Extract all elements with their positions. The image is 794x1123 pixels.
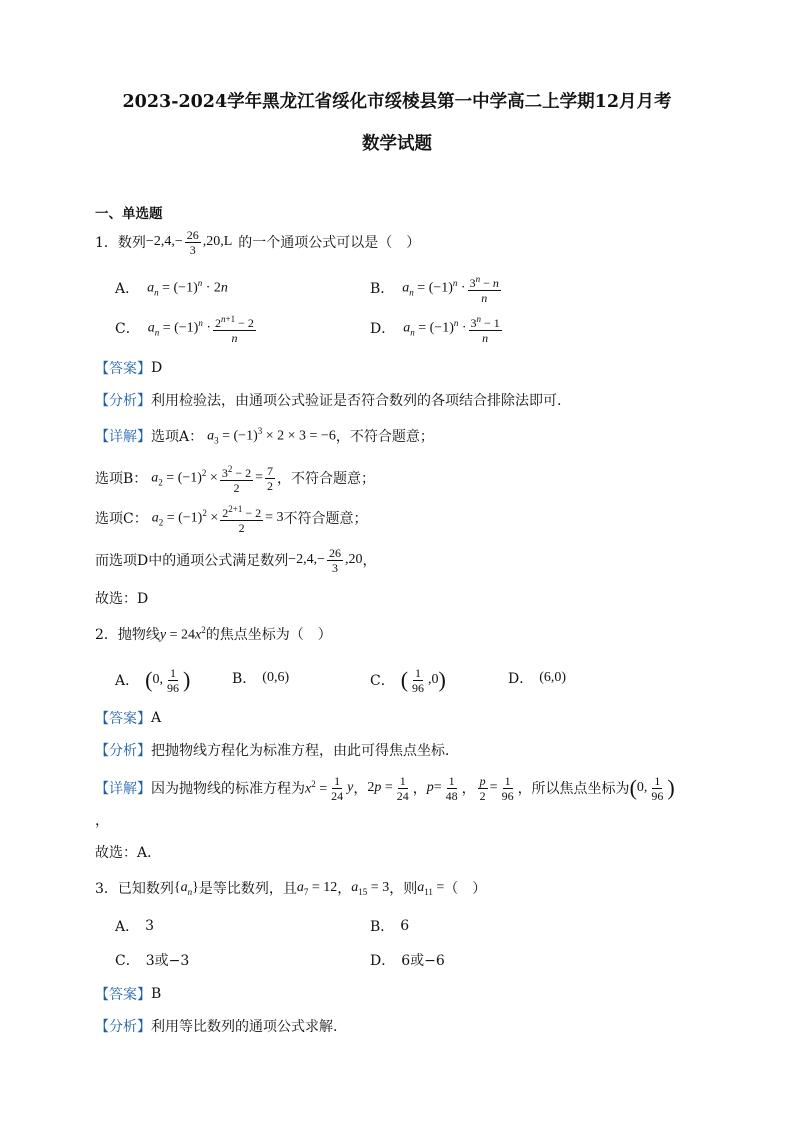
section-heading: 一、单选题 xyxy=(95,206,163,222)
q2-option-b: B． (0,6) xyxy=(232,670,290,687)
q2-option-c: C． ( $\frac{1}{96}$ ,0 ) xyxy=(370,665,446,695)
q1-detail-c: 选项C： $a_2 = (-1)^2$ × $\frac{2^{2+1} - 2}{2}$ = 3 不符合题意； xyxy=(95,503,368,535)
q1-option-d: D． $a_n = (-1)^n$ · $\frac{3^n - 1}{n}$ xyxy=(370,313,500,345)
q1-option-a: A． $a_n = (-1)^n \cdot 2n$ xyxy=(115,278,228,298)
q2-option-d: D． (6,0) xyxy=(508,670,567,687)
question-2: 2． 抛物线 $y = 24x^2$ 的焦点坐标为（ ） xyxy=(95,624,332,643)
q2-option-a: A． ( 0, $\frac{1}{96}$ ) xyxy=(115,665,191,695)
q3-option-d: D． 6或−6 xyxy=(370,953,445,969)
q3-answer: 【答案】 B xyxy=(95,986,162,1003)
q3-option-c: C． 3或−3 xyxy=(115,953,190,969)
q3-option-a: A． 3 xyxy=(115,918,155,935)
q2-answer: 【答案】 A xyxy=(95,710,162,727)
q1-option-b: B． $a_n = (-1)^n$ · $\frac{3^n - n}{n}$ xyxy=(370,273,499,305)
q1-detail-d: 而选项D中的通项公式满足数列 −2,4,− $\frac{26}{3}$ ,20 ， xyxy=(95,545,377,575)
q1-conclusion: 故选：D xyxy=(95,591,149,607)
q2-detail-comma: ， xyxy=(95,813,109,829)
q3-option-b: B． 6 xyxy=(370,918,410,935)
q1-answer: 【答案】 D xyxy=(95,360,163,377)
question-1: 1． 数列 −2,4,− $\frac{26}{3}$ ,20,L 的一个通项公式可以是（ ） xyxy=(95,227,421,257)
q1-option-c: C． $a_n = (-1)^n$ · $\frac{2^{n+1} - 2}{n}$ xyxy=(115,313,254,345)
q2-conclusion: 故选：A． xyxy=(95,845,162,861)
q2-detail: 【详解】 因为抛物线的标准方程为 $x^2$ = $\frac{1}{24}$ y ， 2p = $\frac{1}{24}$ ， p = $\frac{1}{48}$ ， $\frac{p}{2}$ = $\frac{1}{96}$ ，所以焦点坐标为 ( 0, $\frac{1}{96}$ ) xyxy=(95,773,675,803)
q3-analysis: 【分析】 利用等比数列的通项公式求解. xyxy=(95,1019,338,1035)
q1-analysis: 【分析】 利用检验法，由通项公式验证是否符合数列的各项结合排除法即可. xyxy=(95,393,562,409)
q1-detail-a: 【详解】 选项A： $a_3 = (-1)^3 \times 2 \times 3 = -6$ ，不符合题意； xyxy=(95,426,434,446)
q1-detail-b: 选项B： $a_2 = (-1)^2$ × $\frac{3^2 - 2}{2}$ = $\frac{7}{2}$ ，不符合题意； xyxy=(95,463,376,495)
question-3: 3． 已知数列 $\{a_n\}$ 是等比数列，且 $a_7 = 12$ ， $a_{15} = 3$ ，则 $a_{11}$ = （ ） xyxy=(95,879,487,897)
q2-analysis: 【分析】 把抛物线方程化为标准方程，由此可得焦点坐标． xyxy=(95,743,459,759)
page-subtitle: 数学试题 xyxy=(362,134,432,154)
page-title: 2023-2024学年黑龙江省绥化市绥棱县第一中学高二上学期12月月考 xyxy=(122,92,672,112)
